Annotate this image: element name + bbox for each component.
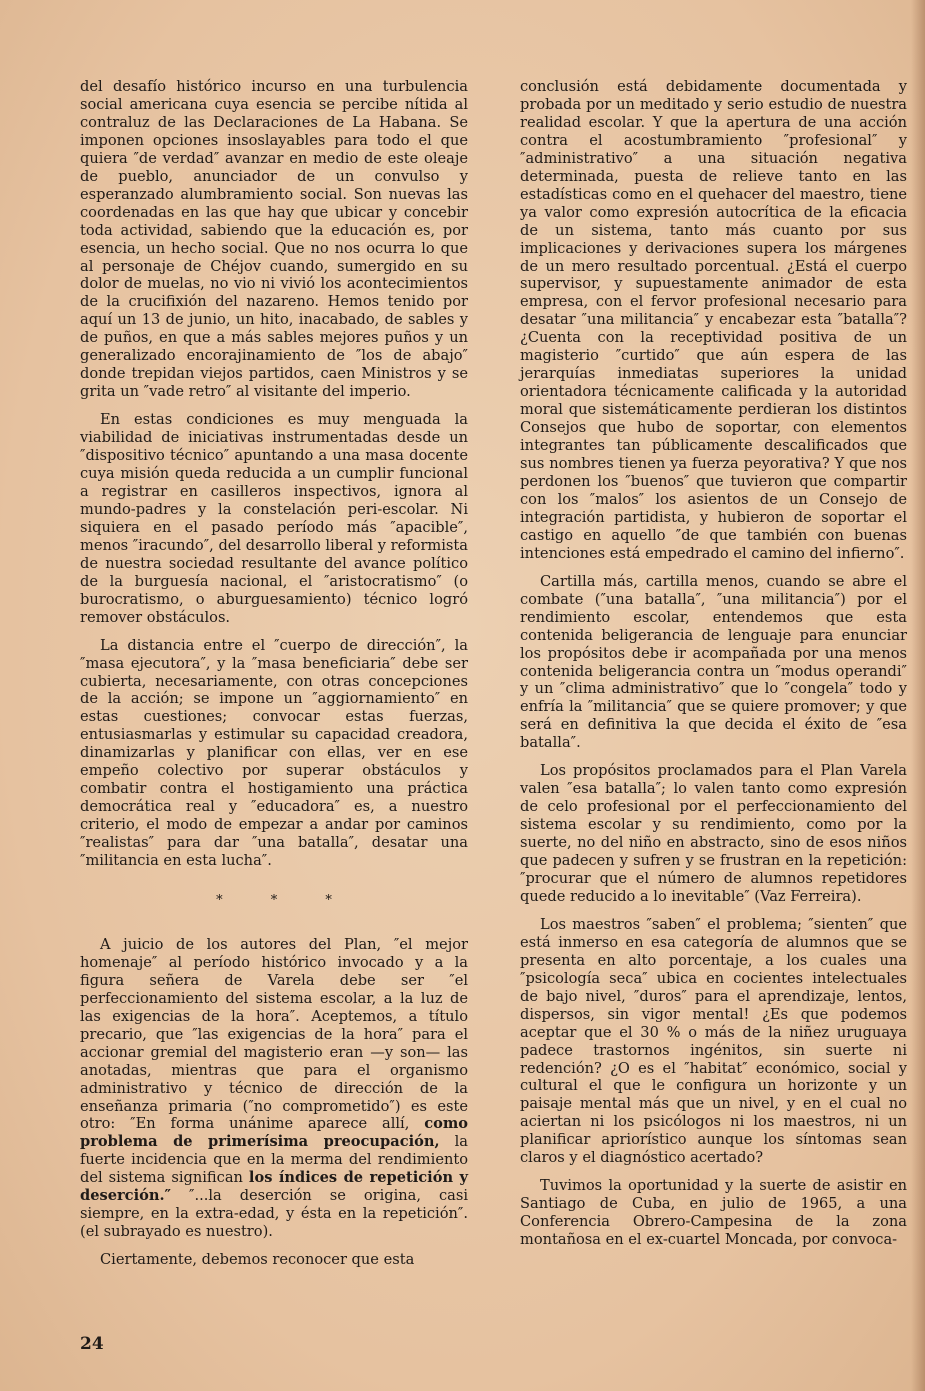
paragraph: del desafío histórico incurso en una turbulencia social americana cuya esencia se percibe nítida al contraluz de las Declaraciones de La Habana. Se imponen opciones insoslayables para todo el que quiera ″de verdad″ avanzar en medio de este oleaje de pueblo, anunciador de un convulso y esperanzado alumbramiento social. Son nuevas las coordenadas en las que hay que ubicar y concebir toda actividad, sabiendo que la educación es, por esencia, un hecho social. Que no nos ocurra lo que al personaje de Chéjov cuando, sumergido en su dolor de muelas, no vio ni vivió los acontecimientos de la crucifixión del nazareno. Hemos tenido por aquí un 13 de junio, un hito, inacabado, de sables y de puños, en que a más sables mejores puños y un generalizado encorajinamiento de ″los de abajo″ donde trepidan viejos partidos, caen Ministros y se grita un ″vade retro″ al visitante del imperio. [80, 78, 468, 401]
paragraph-text: la fuerte incidencia que en la merma del rendimiento del sistema significan [80, 1133, 468, 1187]
section-separator: * * * [216, 892, 354, 908]
left-column [80, 78, 468, 1279]
paragraph: Los maestros ″saben″ el problema; ″sienten″ que está inmerso en esa categoría de alumnos que se presenta en alto porcentaje, a los cuales una ″psicología seca″ ubica en cocientes intelectuales de bajo nivel, ″duros″ para el aprendizaje, lentos, dispersos, sin vigor mental! ¿Es que podemos aceptar que el 30 % o más de la niñez uruguaya padece trastornos ingénitos, sin suerte ni redención? ¿O es el ″habitat″ económico, social y cultural el que le configura un horizonte y un paisaje mental más que un nivel, y en el cual no aciertan ni los psicólogos ni los maestros, ni un planificar apriorístico aunque los síntomas sean claros y el diagnóstico acertado? [520, 915, 907, 1167]
paragraph: Cartilla más, cartilla menos, cuando se abre el combate (″una batalla″, ″una militancia″) por el rendimiento escolar, entendemos que esta contenida beligerancia de lenguaje para enunciar los propósitos debe ir acompañada por una menos contenida beligerancia contra un ″modus operandi″ y un ″clima administrativo″ que lo ″congela″ todo y enfría la ″militancia″ que se quiere promover; y que será en definitiva la que decida el éxito de ″esa batalla″. [520, 572, 907, 752]
paragraph: Ciertamente, debemos reconocer que esta [100, 1251, 415, 1269]
paragraph: conclusión está debidamente documentada y probada por un meditado y serio estudio de nuestra realidad escolar. Y que la apertura de una acción contra el acostumbramiento ″profesional″ y ″administrativo″ a una situación negativa determinada, puesta de relieve tanto en las estadísticas como en el quehacer del maestro, tiene ya valor como expresión autocrítica de la eficacia de un sistema, tanto más cuanto por sus implicaciones y derivaciones supera los márgenes de un mero resultado porcentual. ¿Está el cuerpo supervisor, y supuestamente animador de esta empresa, con el fervor profesional necesario para desatar ″una militancia″ y encabezar esta ″batalla″? ¿Cuenta con la receptividad positiva de un magisterio ″curtido″ que aún espera de las jerarquías inmediatas superiores la unidad orientadora técnicamente calificada y la autoridad moral que sistemáticamente perdieran los distintos Consejos que hubo de soportar, con elementos integrantes tan públicamente descalificados que sus nombres tienen ya fuerza peyorativa? Y que nos perdonen los ″buenos″ que tuvieron que compartir con los ″malos″ los asientos de un Consejo de integración partidista, y hubieron de soportar el castigo en aquello ″de que también con buenas intenciones está empedrado el camino del infierno″. [520, 78, 907, 562]
paragraph-text: A juicio de los autores del Plan, ″el mejor homenaje″ al período histórico invocado y a la figura señera de Varela debe ser ″el perfeccionamiento del sistema escolar, a la luz de las exigencias de la hora″. Aceptemos, a título precario, que ″las exigencias de la hora″ para el accionar gremial del magisterio eran —y son— las anotadas, mientras que para el organismo administrativo y técnico de dirección de la enseñanza primaria (″no comprometido″) es este otro: ″En forma unánime aparece allí, [80, 935, 468, 1133]
bold-emphasis: los índices de repetición y deserción.″ [80, 1169, 468, 1205]
paragraph: La distancia entre el ″cuerpo de dirección″, la ″masa ejecutora″, y la ″masa beneficiaria″ debe ser cubierta, necesariamente, con otras concepciones de la acción; se impone un ″aggiornamiento″ en estas cuestiones; convocar estas fuerzas, entusiasmarlas y estimular su capacidad creadora, dinamizarlas y planificar con ellas, ver en ese empeño colectivo por superar obstáculos y combatir contra el hostigamiento una práctica democrática real y ″educadora″ es, a nuestro criterio, el modo de empezar a andar por caminos ″realistas″ para dar ″una batalla″, desatar una ″militancia en esta lucha″. [80, 636, 468, 870]
right-column [520, 78, 907, 1259]
paragraph-text: ″...la deserción se origina, casi siempre, en la extra-edad, y ésta en la repetición″. (el subrayado es nuestro). [80, 1187, 468, 1241]
paragraph [80, 936, 468, 1241]
paragraph: Tuvimos la oportunidad y la suerte de asistir en Santiago de Cuba, en julio de 1965, a una Conferencia Obrero-Campesina de la zona montañosa en el ex-cuartel Moncada, por convoca- [520, 1177, 907, 1249]
page-edge-shadow [911, 0, 925, 1391]
bold-emphasis: como problema de primerísima preocupación, [80, 1115, 468, 1151]
paragraph: En estas condiciones es muy menguada la viabilidad de iniciativas instrumentadas desde un ″dispositivo técnico″ apuntando a una masa docente cuya misión queda reducida a un cumplir funcional a registrar en casilleros inspectivos, ignora al mundo-padres y la constelación peri-escolar. Ni siquiera en el pasado período más ″apacible″, menos ″iracundo″, del desarrollo liberal y reformista de nuestra sociedad resultante del avance político de la burguesía nacional, el ″aristocratismo″ (o burocratismo, o aburguesamiento) técnico logró remover obstáculos. [80, 411, 468, 626]
paragraph: Los propósitos proclamados para el Plan Varela valen ″esa batalla″; lo valen tanto como expresión de celo profesional por el perfeccionamiento del sistema escolar y su rendimiento, como por la suerte, no del niño en abstracto, sino de esos niños que padecen y sufren y se frustran en la repetición: ″procurar que el número de alumnos repetidores quede reducido a lo inevitable″ (Vaz Ferreira). [520, 762, 907, 905]
page-number: 24 [80, 1334, 104, 1354]
